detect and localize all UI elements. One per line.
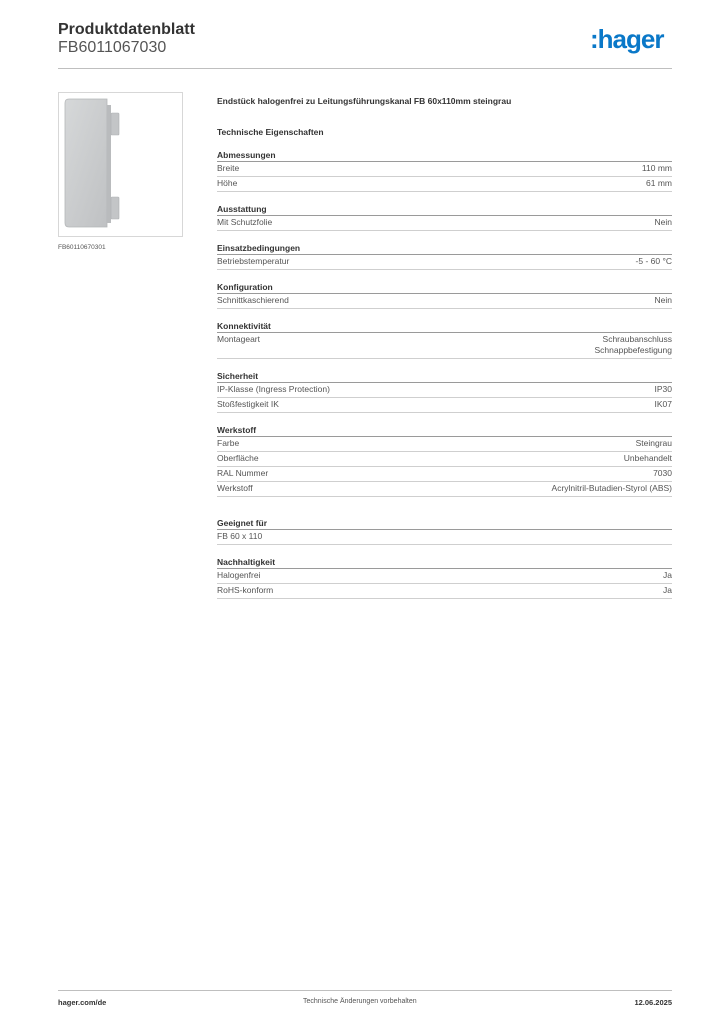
- image-caption: FB60110670301: [58, 244, 106, 251]
- spec-row: [217, 398, 672, 413]
- spec-label: RAL Nummer: [217, 468, 269, 478]
- spec-value-line: 61 mm: [646, 178, 672, 188]
- spec-group-title: Einsatzbedingungen: [217, 242, 672, 255]
- spec-row: [217, 437, 672, 452]
- product-image: [58, 92, 183, 237]
- spec-label: Halogenfrei: [217, 570, 261, 580]
- spec-group-title: Konfiguration: [217, 281, 672, 294]
- spec-row: [217, 162, 672, 177]
- spec-value: [594, 334, 672, 356]
- footer-note: Technische Änderungen vorbehalten: [303, 998, 417, 1005]
- product-code: FB6011067030: [58, 39, 167, 56]
- spec-value: [653, 468, 672, 479]
- spec-label: Oberfläche: [217, 453, 259, 463]
- spec-value: [655, 399, 673, 410]
- spec-value: [655, 295, 672, 306]
- spec-label: Mit Schutzfolie: [217, 217, 273, 227]
- spec-group: [217, 424, 672, 497]
- spec-label: Betriebstemperatur: [217, 256, 290, 266]
- spec-group: [217, 149, 672, 192]
- spec-value: [655, 384, 673, 395]
- spec-row: [217, 294, 672, 309]
- hager-logo-text: :hager: [590, 24, 664, 54]
- spec-value: [636, 256, 672, 267]
- spec-value-line: -5 - 60 °C: [635, 256, 672, 266]
- spec-value: [636, 438, 672, 449]
- spec-group-title: Sicherheit: [217, 370, 672, 383]
- spec-label: RoHS-konform: [217, 585, 274, 595]
- spec-value-line: Nein: [654, 295, 672, 305]
- spec-value-line: IP30: [654, 384, 672, 394]
- technical-heading: Technische Eigenschaften: [217, 127, 324, 137]
- spec-label: Höhe: [217, 178, 238, 188]
- spec-label: Breite: [217, 163, 240, 173]
- spec-group: [217, 370, 672, 413]
- spec-value: [624, 453, 672, 464]
- spec-group-title: Geeignet für: [217, 517, 672, 530]
- spec-row: [217, 383, 672, 398]
- spec-groups: [217, 149, 672, 599]
- spec-value: [663, 585, 672, 596]
- spec-value-line: Schnappbefestigung: [594, 345, 672, 355]
- spec-group: [217, 320, 672, 359]
- spec-row: [217, 177, 672, 192]
- spec-value: [646, 178, 672, 189]
- spec-label: Farbe: [217, 438, 240, 448]
- spec-row: [217, 216, 672, 231]
- spec-group: [217, 517, 672, 545]
- spec-row: [217, 530, 672, 545]
- spec-value-line: Unbehandelt: [623, 453, 672, 463]
- spec-row: [217, 452, 672, 467]
- spec-label: IP-Klasse (Ingress Protection): [217, 384, 330, 394]
- spec-content: [217, 94, 672, 599]
- spec-value: [552, 483, 672, 494]
- spec-value-line: Nein: [654, 217, 672, 227]
- spec-value-line: 7030: [653, 468, 672, 478]
- spec-row: [217, 584, 672, 599]
- spec-value-line: Acrylnitril-Butadien-Styrol (ABS): [551, 483, 672, 493]
- spec-value-line: 110 mm: [641, 163, 672, 173]
- spec-label: FB 60 x 110: [217, 531, 263, 541]
- spec-label: Montageart: [217, 334, 260, 344]
- spec-value-line: IK07: [654, 399, 672, 409]
- spec-label: Schnittkaschierend: [217, 295, 289, 305]
- spec-value: [663, 570, 672, 581]
- spec-row: [217, 255, 672, 270]
- spec-row: [217, 333, 672, 359]
- spec-group: [217, 556, 672, 599]
- footer-divider: [58, 990, 672, 991]
- spec-value-line: Ja: [663, 585, 672, 595]
- spec-group-title: Ausstattung: [217, 203, 672, 216]
- spec-group: [217, 203, 672, 231]
- product-title: Endstück halogenfrei zu Leitungsführungskanal FB 60x110mm steingrau: [217, 96, 512, 106]
- spec-value: [655, 217, 672, 228]
- spec-group-title: Konnektivität: [217, 320, 672, 333]
- spec-value-line: Schraubanschluss: [602, 334, 672, 344]
- spec-value-line: Ja: [663, 570, 672, 580]
- header-divider: [58, 68, 672, 69]
- spec-group-title: Nachhaltigkeit: [217, 556, 672, 569]
- document-title: Produktdatenblatt: [58, 21, 195, 38]
- spec-group: [217, 242, 672, 270]
- footer-date: 12.06.2025: [634, 998, 672, 1007]
- hager-logo[interactable]: [590, 24, 674, 58]
- spec-label: Werkstoff: [217, 483, 253, 493]
- footer-website[interactable]: hager.com/de: [58, 998, 107, 1007]
- spec-row: [217, 482, 672, 497]
- spec-row: [217, 569, 672, 584]
- spec-group: [217, 281, 672, 309]
- spec-row: [217, 467, 672, 482]
- spec-group-title: Abmessungen: [217, 149, 672, 162]
- spec-value: [642, 163, 672, 174]
- spec-group-title: Werkstoff: [217, 424, 672, 437]
- spec-label: Stoßfestigkeit IK: [217, 399, 279, 409]
- spec-value-line: Steingrau: [635, 438, 672, 448]
